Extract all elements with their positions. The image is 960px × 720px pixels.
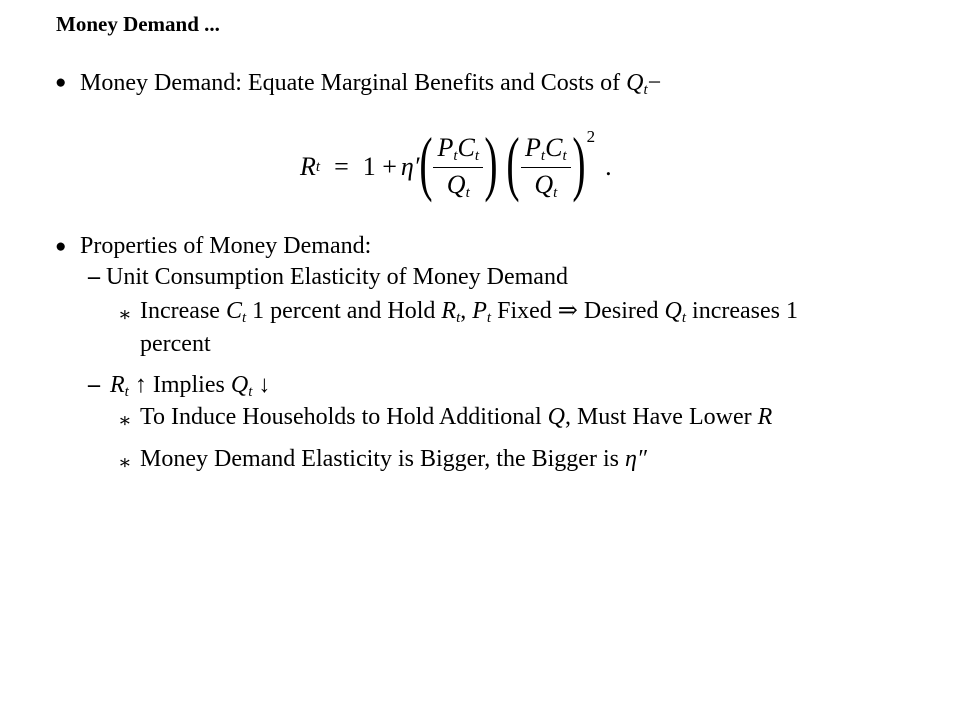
text: Desired	[577, 298, 665, 324]
text: increases 1	[686, 298, 798, 324]
fraction-1-denominator	[447, 168, 470, 202]
eq-lhs-sub: t	[315, 158, 321, 175]
star-marker: ∗	[118, 410, 132, 432]
math-sub: t	[486, 310, 492, 326]
bullet-marker: ●	[55, 72, 67, 93]
right-paren-icon: )	[572, 123, 586, 203]
down-arrow-icon: ↓	[252, 372, 271, 398]
dash-marker: –	[88, 264, 100, 290]
den-q-sub: t	[553, 184, 558, 201]
eq-one-plus: 1 +	[362, 152, 397, 181]
slide-title: Money Demand ...	[56, 12, 220, 36]
text: Increase	[140, 298, 226, 324]
implies-arrow-icon: ⇒	[557, 298, 578, 324]
fraction-1-numerator	[433, 133, 483, 168]
math-q: Q	[547, 404, 565, 430]
bullet-text: Money Demand: Equate Marginal Benefits and Costs of	[80, 70, 627, 96]
fraction-1	[433, 133, 483, 202]
eq-period: .	[605, 152, 612, 181]
text: Fixed	[491, 298, 558, 324]
math-sub: t	[241, 310, 247, 326]
math-sub: t	[248, 384, 253, 400]
num-c-sub: t	[474, 147, 480, 164]
num-p: P	[525, 132, 541, 162]
subsubitem-continuation: percent	[140, 331, 211, 357]
star-marker: ∗	[118, 304, 132, 326]
up-arrow-icon: ↑	[128, 372, 153, 398]
fraction-2-numerator	[521, 133, 571, 168]
math-var: Q	[626, 70, 644, 96]
eq-equals: =	[334, 152, 349, 181]
bullet-properties: Properties of Money Demand:	[80, 233, 372, 259]
math-sub: t	[456, 310, 461, 326]
subsubitem-increase-c	[140, 296, 798, 333]
text: , Must Have Lower	[564, 404, 758, 430]
math-q: Q	[230, 372, 249, 398]
text: Money Demand Elasticity is Bigger, the Bigger is	[140, 446, 625, 472]
subsubitem-elasticity-bigger	[140, 444, 647, 474]
text: To Induce Households to Hold Additional	[140, 404, 548, 430]
num-p: P	[437, 132, 454, 162]
math-r: R	[110, 372, 125, 398]
den-q: Q	[534, 169, 554, 199]
eq-lhs: R	[300, 152, 316, 181]
den-q: Q	[446, 169, 466, 199]
num-p-sub: t	[540, 147, 546, 164]
math-subscript: t	[643, 82, 648, 98]
left-paren-icon: (	[418, 123, 433, 203]
num-p-sub: t	[453, 147, 458, 164]
eq-eta: η′	[400, 152, 420, 181]
bullet-marker: ●	[55, 236, 67, 257]
math-p: P	[472, 298, 487, 324]
math-sub: t	[681, 310, 687, 326]
math-q: Q	[664, 298, 682, 324]
left-paren-icon: (	[506, 123, 520, 203]
eq-exponent: 2	[586, 127, 596, 146]
math-sub: t	[124, 384, 129, 400]
fraction-2	[521, 133, 571, 202]
text: ,	[460, 298, 473, 324]
subsubitem-induce-households	[140, 402, 772, 432]
math-r: R	[441, 298, 457, 324]
math-c: C	[225, 298, 242, 324]
star-marker: ∗	[118, 452, 132, 474]
money-demand-equation	[300, 122, 612, 212]
text: 1 percent and Hold	[246, 298, 442, 324]
subitem-unit-elasticity	[88, 262, 568, 292]
text: Implies	[152, 372, 231, 398]
bullet-money-demand	[80, 68, 661, 105]
dash-marker: –	[88, 372, 100, 398]
num-c-sub: t	[562, 147, 567, 164]
fraction-2-denominator	[534, 168, 557, 202]
math-eta: η″	[624, 446, 647, 472]
den-q-sub: t	[465, 184, 470, 201]
num-c: C	[457, 132, 475, 162]
num-c: C	[545, 132, 563, 162]
subitem-text: Unit Consumption Elasticity of Money Demand	[106, 264, 568, 290]
right-paren-icon: )	[484, 123, 498, 203]
math-r: R	[757, 404, 773, 430]
math-trail: −	[647, 70, 662, 96]
